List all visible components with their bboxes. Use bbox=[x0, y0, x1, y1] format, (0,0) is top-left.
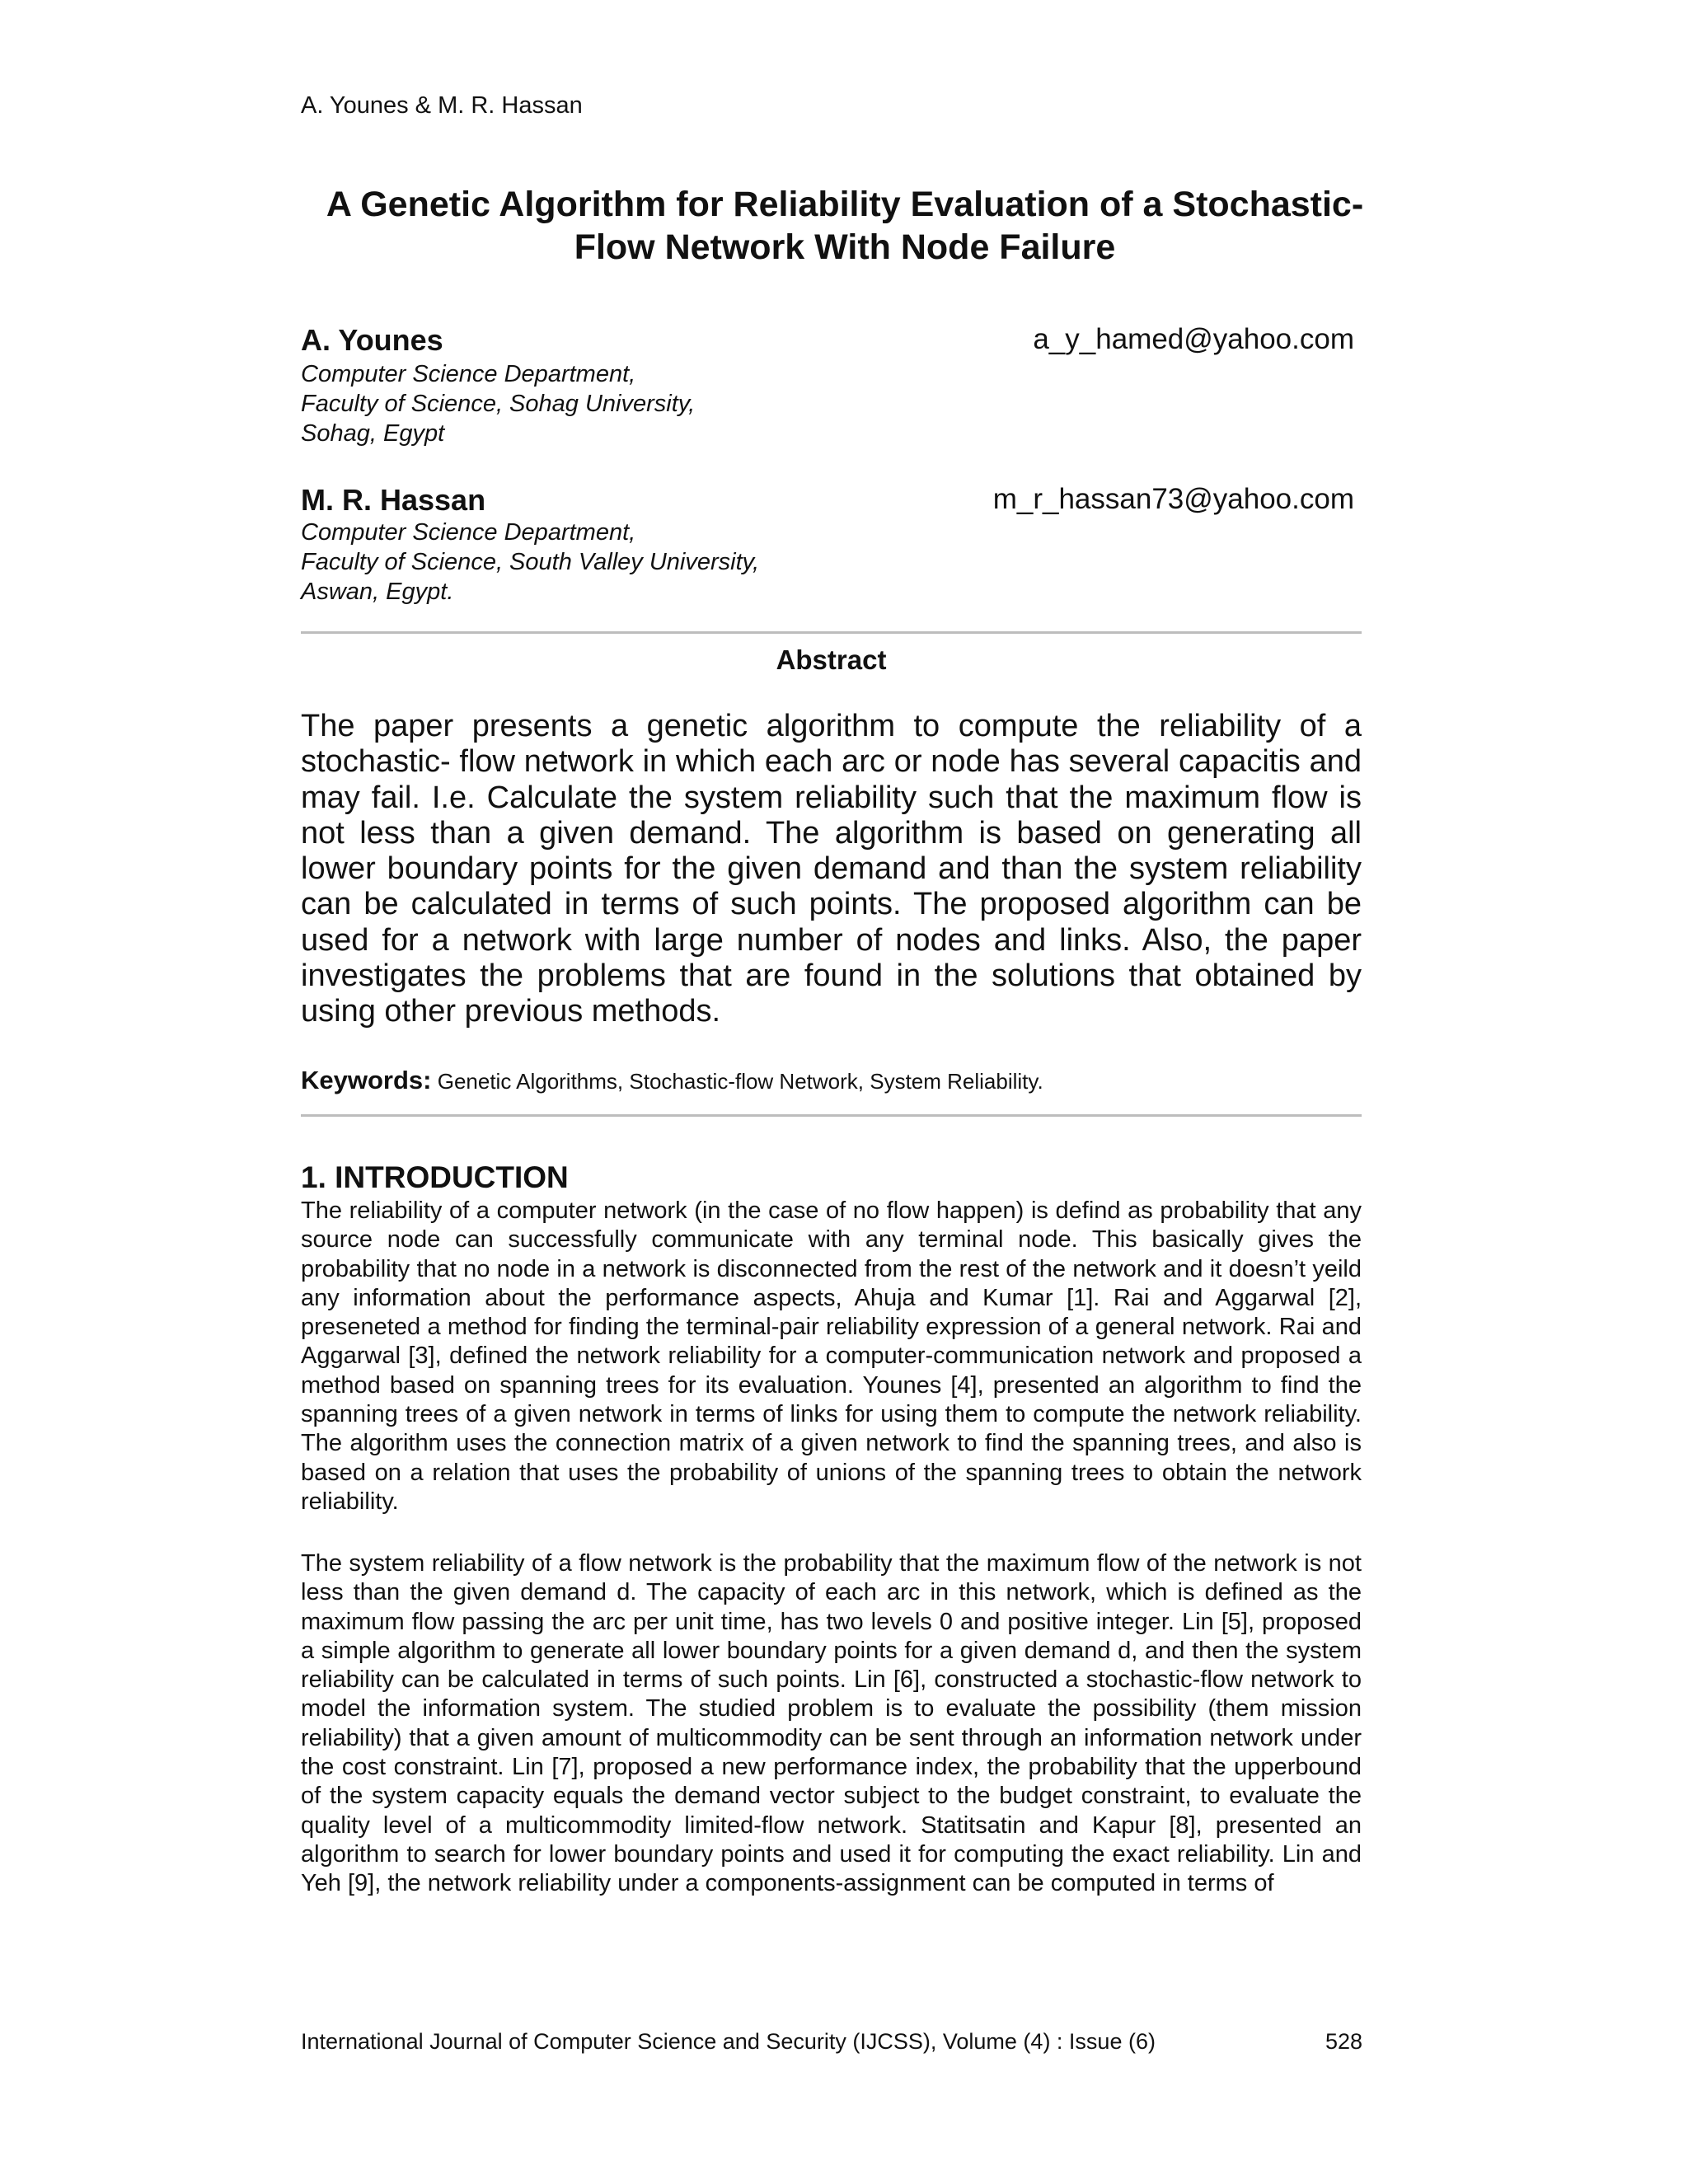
author-2-affil-line-3: Aswan, Egypt. bbox=[301, 579, 454, 605]
author-2-affil-line-1: Computer Science Department, bbox=[301, 519, 636, 546]
top-divider bbox=[301, 631, 1362, 634]
section-heading-introduction: 1. INTRODUCTION bbox=[301, 1160, 569, 1194]
author-1-affil-line-3: Sohag, Egypt bbox=[301, 420, 445, 447]
footer-journal: International Journal of Computer Science and Security (IJCSS), Volume (4) : Issue (6) bbox=[301, 2029, 1156, 2054]
author-2-affiliation bbox=[301, 518, 759, 607]
author-1-affil-line-1: Computer Science Department, bbox=[301, 361, 636, 387]
bottom-divider bbox=[301, 1114, 1362, 1117]
abstract-text: The paper presents a genetic algorithm to compute the reliability of a stochastic- flow network in which each arc or node has several capacitis and may fail. I.e. Calculate the system reliability such that the maximum flow is not less than a given demand. The algorithm is based on generating all lower boundary points for the given demand and than the system reliability can be calculated in terms of such points. The proposed algorithm can be used for a network with large number of nodes and links. Also, the paper investigates the problems that are found in the solutions that obtained by using other previous methods. bbox=[301, 709, 1362, 1029]
introduction-paragraph-1: The reliability of a computer network (in the case of no flow happen) is defind as probability that any source node can successfully communicate with any terminal node. This basically gives the probability that no node in a network is disconnected from the rest of the network and it doesn’t yeild any information about the performance aspects, Ahuja and Kumar [1]. Rai and Aggarwal [2], preseneted a method for finding the terminal-pair reliability expression of a general network. Rai and Aggarwal [3], defined the network reliability for a computer-communication network and proposed a method based on spanning trees for its evaluation. Younes [4], presented an algorithm to find the spanning trees of a given network in terms of links for using them to compute the network reliability. The algorithm uses the connection matrix of a given network to find the spanning trees, and also is based on a relation that uses the probability of unions of the spanning trees to obtain the network reliability. bbox=[301, 1197, 1362, 1515]
title-line-1: A Genetic Algorithm for Reliability Evaluation of a Stochastic- bbox=[326, 185, 1364, 224]
author-2-email[interactable]: m_r_hassan73@yahoo.com bbox=[992, 483, 1354, 515]
keywords bbox=[301, 1066, 1043, 1095]
author-1-affil-line-2: Faculty of Science, Sohag University, bbox=[301, 391, 696, 417]
author-1-name: A. Younes bbox=[301, 323, 443, 357]
abstract-heading: Abstract bbox=[776, 644, 887, 675]
running-header: A. Younes & M. R. Hassan bbox=[301, 92, 583, 119]
author-1-affiliation bbox=[301, 359, 695, 448]
author-1-email[interactable]: a_y_hamed@yahoo.com bbox=[1033, 323, 1354, 355]
author-2-affil-line-2: Faculty of Science, South Valley University, bbox=[301, 549, 760, 575]
introduction-paragraph-2: The system reliability of a flow network is the probability that the maximum flow of the network is not less than the given demand d. The capacity of each arc in this network, which is defined as the maximum flow passing the arc per unit time, has two levels 0 and positive integer. Lin [5], proposed a simple algorithm to generate all lower boundary points for a given demand d, and then the system reliability can be calculated in terms of such points. Lin [6], constructed a stochastic-flow network to model the information system. The studied problem is to evaluate the possibility (them mission reliability) that a given amount of multicommodity can be sent through an information network under the cost constraint. Lin [7], proposed a new performance index, the probability that the upperbound of the system capacity equals the demand vector subject to the budget constraint, to evaluate the quality level of a multicommodity limited-flow network. Statitsatin and Kapur [8], presented an algorithm to search for lower boundary points and used it for computing the exact reliability. Lin and Yeh [9], the network reliability under a components-assignment can be computed in terms of bbox=[301, 1550, 1362, 1897]
paper-title bbox=[247, 183, 1442, 269]
keywords-text: Genetic Algorithms, Stochastic-flow Network, System Reliability. bbox=[437, 1069, 1043, 1094]
keywords-label: Keywords: bbox=[301, 1066, 432, 1094]
title-line-2: Flow Network With Node Failure bbox=[574, 227, 1116, 267]
author-2-name: M. R. Hassan bbox=[301, 483, 486, 517]
footer-page-number: 528 bbox=[1325, 2029, 1363, 2054]
